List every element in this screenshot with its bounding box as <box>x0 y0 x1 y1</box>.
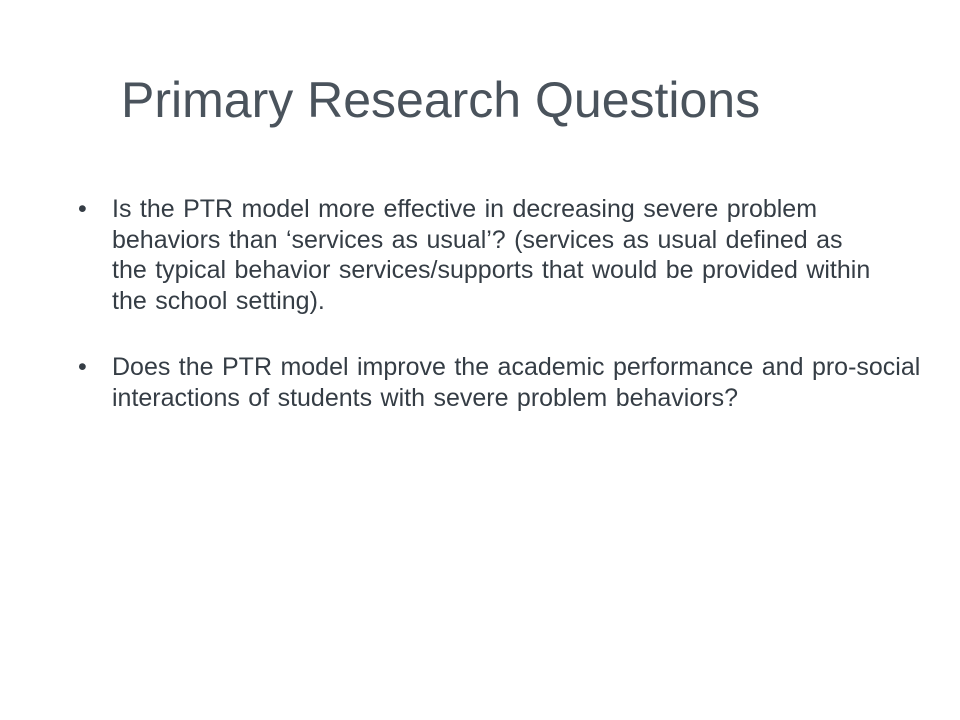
bullet-marker: • <box>78 353 87 381</box>
bullet-text: Is the PTR model more effective in decreasing severe problem behaviors than ‘services as usual’? (services as usual defined as the typical behavior services/supports that would be provided within the school setting). <box>112 195 871 315</box>
bullet-item-ptr-effectiveness <box>78 194 872 316</box>
bullet-marker: • <box>78 195 87 223</box>
bullet-text: Does the PTR model improve the academic performance and pro-social interactions of students with severe problem behaviors? <box>112 353 921 412</box>
slide-title: Primary Research Questions <box>121 72 761 128</box>
bullet-item-academic-performance <box>78 352 932 413</box>
bullet-list <box>78 194 928 449</box>
